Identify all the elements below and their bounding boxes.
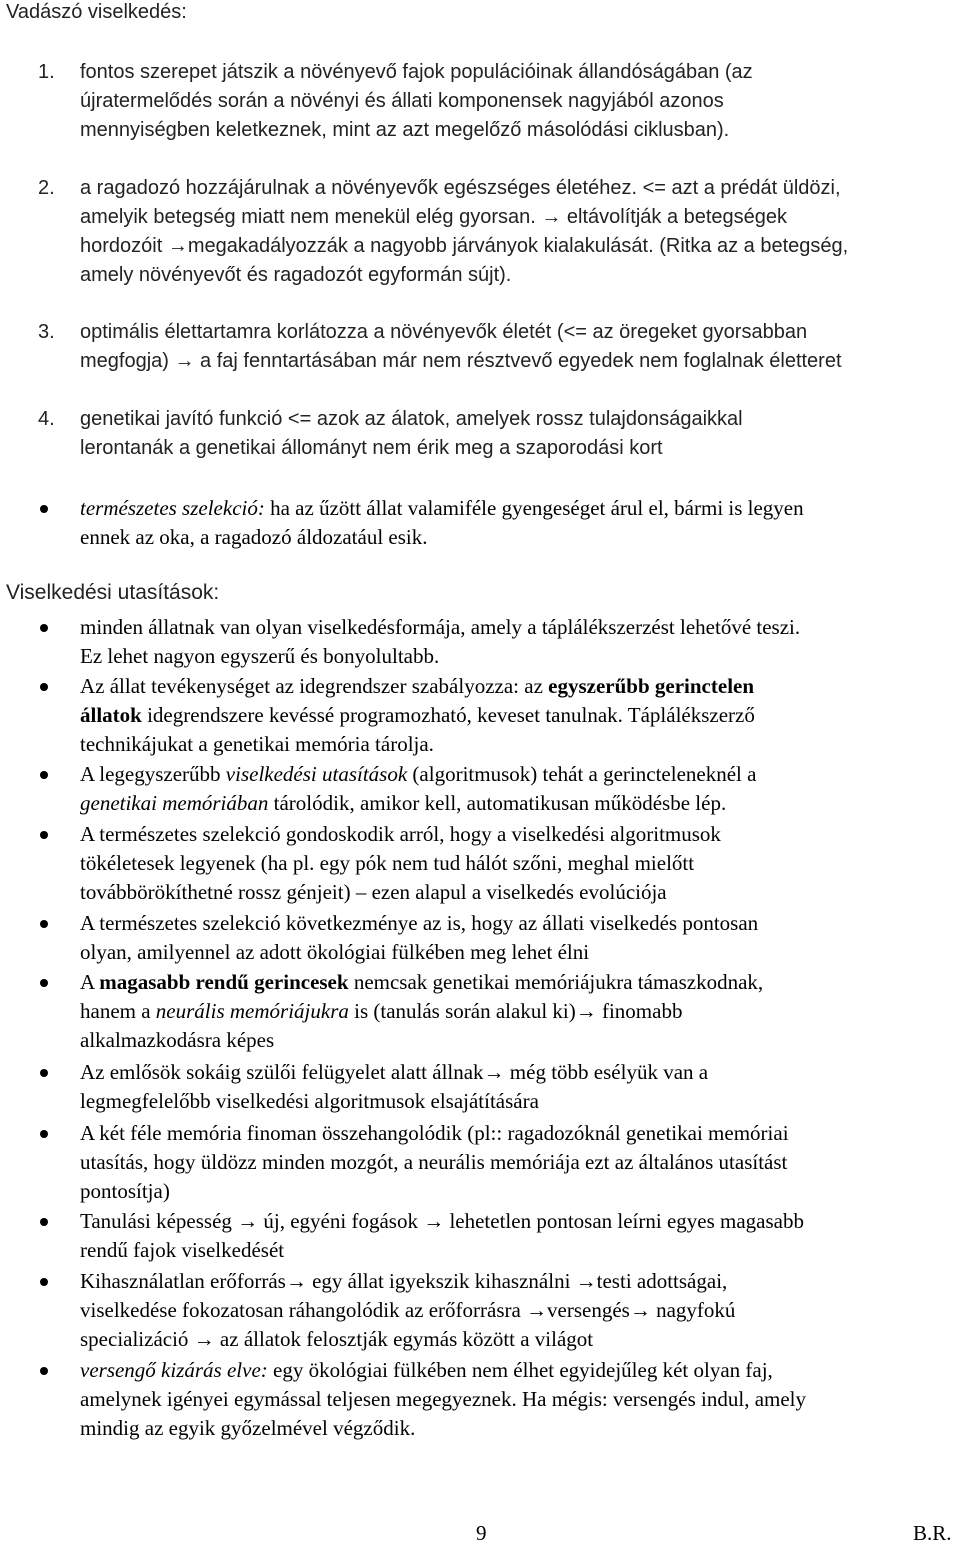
text-line: minden állatnak van olyan viselkedésformája, amely a táplálékszerzést lehetővé teszi. bbox=[80, 615, 801, 639]
text-line: optimális élettartamra korlátozza a növényevők életét (<= az öregeket gyorsabban bbox=[80, 321, 808, 343]
text-span: is (tanulás során alakul ki)→ finomabb bbox=[348, 999, 683, 1023]
text-span: idegrendszere kevéssé programozható, keveset tanulnak. Táplálékszerző bbox=[141, 703, 755, 727]
bullet-dot bbox=[40, 505, 48, 513]
text-line: amelynek igényei egymással teljesen megegyeznek. Ha mégis: versengés indul, amely bbox=[80, 1387, 807, 1411]
item-text bbox=[80, 58, 955, 145]
text-line: pontosítja) bbox=[80, 1179, 170, 1203]
text-line: a ragadozó hozzájárulnak a növényevők egészséges életéhez. <= azt a prédát üldözi, bbox=[80, 177, 841, 199]
text-span: ha az űzött állat valamiféle gyengeséget árul el, bármi is legyen bbox=[264, 496, 804, 520]
bullet-dot bbox=[40, 624, 48, 632]
bullet-dot bbox=[40, 1130, 48, 1138]
italic-span: genetikai memóriában bbox=[80, 791, 269, 815]
text-span: (algoritmusok) tehát a gerincteleneknél a bbox=[407, 762, 757, 786]
bullet-text bbox=[80, 1207, 952, 1265]
text-line: technikájukat a genetikai memória tárolja. bbox=[80, 732, 434, 756]
bullet-text bbox=[80, 820, 952, 907]
section-heading-2: Viselkedési utasítások: bbox=[6, 581, 220, 604]
text-line: fontos szerepet játszik a növényevő fajok populációinak állandóságában (az bbox=[80, 61, 753, 83]
bold-span: állatok bbox=[80, 703, 142, 727]
text-line: alkalmazkodásra képes bbox=[80, 1028, 275, 1052]
bullet-text bbox=[80, 1267, 952, 1354]
bullet-text bbox=[80, 1058, 952, 1116]
text-line: ennek az oka, a ragadozó áldozatául esik. bbox=[80, 525, 428, 549]
text-line: tökéletesek legyenek (ha pl. egy pók nem tud hálót szőni, meghal mielőtt bbox=[80, 851, 695, 875]
text-span: hanem a bbox=[80, 999, 156, 1023]
text-line: A természetes szelekció következménye az is, hogy az állati viselkedés pontosan bbox=[80, 911, 759, 935]
page-number: 9 bbox=[476, 1521, 487, 1545]
text-line: genetikai javító funkció <= azok az álatok, amelyek rossz tulajdonságaikkal bbox=[80, 408, 743, 430]
text-line: mindig az egyik győzelmével végződik. bbox=[80, 1416, 416, 1440]
text-span: A legegyszerűbb bbox=[80, 762, 226, 786]
text-span: egy ökológiai fülkében nem élhet egyidejűleg két olyan faj, bbox=[267, 1358, 773, 1382]
bullet-dot bbox=[40, 920, 48, 928]
text-line: amelyik betegség miatt nem menekül elég gyorsan. → eltávolítják a betegségek bbox=[80, 206, 788, 228]
term-italic: versengő kizárás elve: bbox=[80, 1358, 268, 1382]
text-span: A bbox=[80, 970, 100, 994]
text-line: lerontanák a genetikai állományt nem érik meg a szaporodási kort bbox=[80, 437, 663, 459]
text-line: amely növényevőt és ragadozót egyformán sújt). bbox=[80, 264, 512, 286]
italic-span: viselkedési utasítások bbox=[225, 762, 408, 786]
text-line: Az emlősök sokáig szülői felügyelet alatt állnak→ még több esélyük van a bbox=[80, 1060, 709, 1084]
text-line: specializáció → az állatok felosztják egymás között a világot bbox=[80, 1327, 594, 1351]
text-line: viselkedése fokozatosan ráhangolódik az erőforrásra →versengés→ nagyfokú bbox=[80, 1298, 736, 1322]
bullet-dot bbox=[40, 771, 48, 779]
bullet-dot bbox=[40, 979, 48, 987]
text-line: Kihasználatlan erőforrás→ egy állat igyekszik kihasználni →testi adottságai, bbox=[80, 1269, 728, 1293]
text-span: Az állat tevékenységet az idegrendszer szabályozza: az bbox=[80, 674, 549, 698]
bullet-text bbox=[80, 1119, 952, 1206]
text-line: továbbörökíthetné rossz génjeit) – ezen alapul a viselkedés evolúciója bbox=[80, 880, 667, 904]
item-number: 3. bbox=[38, 321, 55, 343]
bullet-text bbox=[80, 968, 952, 1055]
term-italic: természetes szelekció: bbox=[80, 496, 265, 520]
item-number: 2. bbox=[38, 177, 55, 199]
item-number: 1. bbox=[38, 61, 55, 83]
text-line: mennyiségben keletkeznek, mint az azt megelőző másolódási ciklusban). bbox=[80, 119, 730, 141]
text-line: legmegfelelőbb viselkedési algoritmusok elsajátítására bbox=[80, 1089, 539, 1113]
author-initials: B.R. bbox=[913, 1521, 952, 1545]
text-span: tárolódik, amikor kell, automatikusan működésbe lép. bbox=[268, 791, 727, 815]
bullet-dot bbox=[40, 1218, 48, 1226]
text-line: hordozóit →megakadályozzák a nagyobb járványok kialakulását. (Ritka az a betegség, bbox=[80, 235, 849, 257]
text-line: A természetes szelekció gondoskodik arról, hogy a viselkedési algoritmusok bbox=[80, 822, 721, 846]
bold-span: magasabb rendű gerincesek bbox=[99, 970, 349, 994]
bullet-text bbox=[80, 909, 952, 967]
italic-span: neurális memóriájukra bbox=[155, 999, 349, 1023]
text-span: nemcsak genetikai memóriájukra támaszkodnak, bbox=[348, 970, 764, 994]
text-line: utasítás, hogy üldözz minden mozgót, a neurális memóriája ezt az általános utasítást bbox=[80, 1150, 788, 1174]
text-line: rendű fajok viselkedését bbox=[80, 1238, 285, 1262]
bullet-dot bbox=[40, 1278, 48, 1286]
bold-span: egyszerűbb gerinctelen bbox=[548, 674, 755, 698]
text-line: A két féle memória finoman összehangolódik (pl:: ragadozóknál genetikai memóriai bbox=[80, 1121, 789, 1145]
item-text bbox=[80, 318, 955, 376]
item-number: 4. bbox=[38, 408, 55, 430]
text-line: Ez lehet nagyon egyszerű és bonyolultabb. bbox=[80, 644, 440, 668]
bullet-dot bbox=[40, 1069, 48, 1077]
item-text bbox=[80, 405, 955, 463]
bullet-text bbox=[80, 494, 952, 552]
bullet-text bbox=[80, 1356, 952, 1443]
bullet-text bbox=[80, 613, 952, 671]
bullet-text bbox=[80, 672, 952, 759]
text-line: megfogja) → a faj fenntartásában már nem résztvevő egyedek nem foglalnak életteret bbox=[80, 350, 842, 372]
text-line: Tanulási képesség → új, egyéni fogások → lehetetlen pontosan leírni egyes magasabb bbox=[80, 1209, 804, 1233]
bullet-dot bbox=[40, 683, 48, 691]
text-line: olyan, amilyennel az adott ökológiai fülkében meg lehet élni bbox=[80, 940, 590, 964]
text-line: újratermelődés során a növényi és állati komponensek nagyjából azonos bbox=[80, 90, 724, 112]
bullet-dot bbox=[40, 1367, 48, 1375]
bullet-text bbox=[80, 760, 952, 818]
bullet-dot bbox=[40, 831, 48, 839]
section-heading: Vadászó viselkedés: bbox=[6, 1, 187, 23]
item-text bbox=[80, 174, 955, 290]
